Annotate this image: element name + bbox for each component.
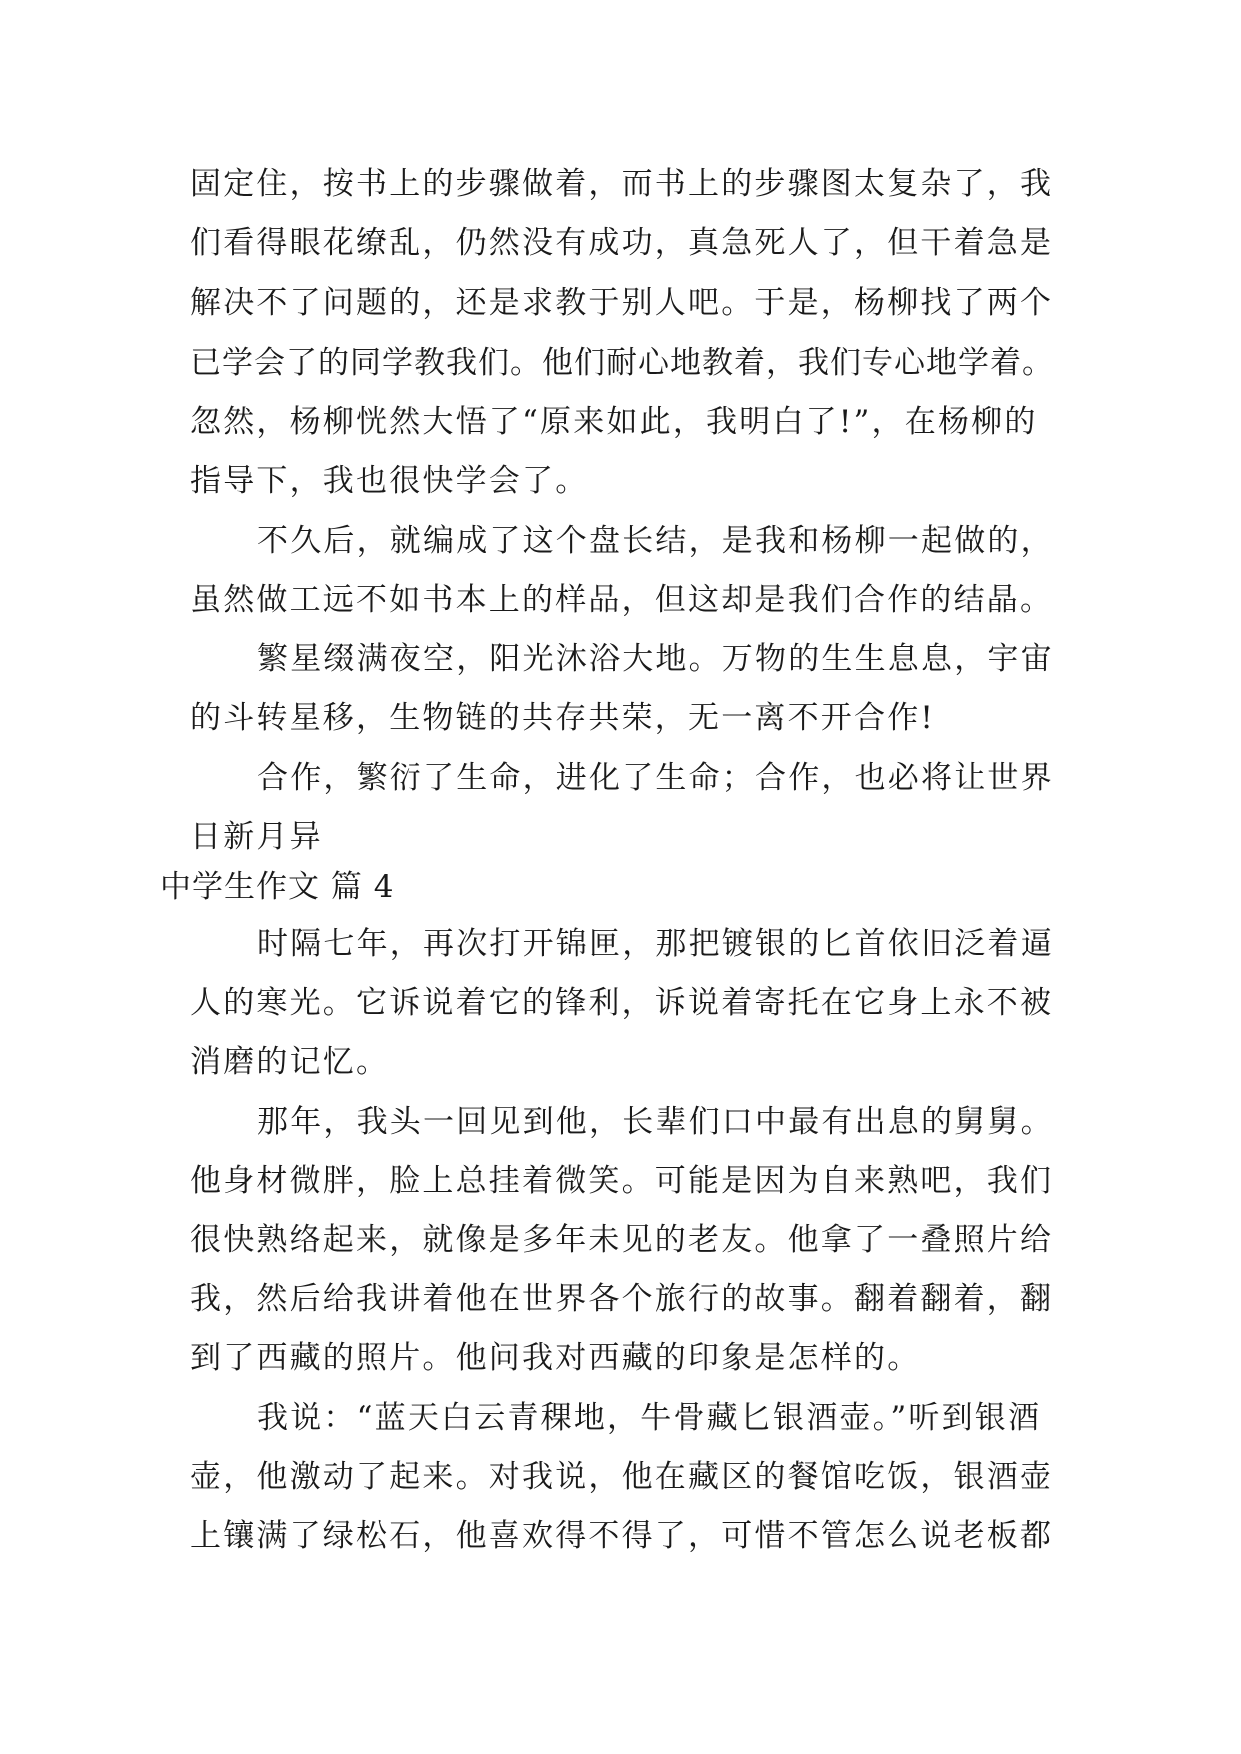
section-heading: 中学生作文 篇 4 [160,869,395,905]
paragraph-first-line: 合作，繁衍了生命，进化了生命；合作，也必将让世界 [257,760,1054,796]
text-line: 忽然，杨柳恍然大悟了“原来如此，我明白了!”，在杨柳的 [190,404,1038,440]
paragraph-first-line: 我说：“蓝天白云青稞地，牛骨藏匕银酒壶。”听到银酒 [257,1400,1042,1436]
text-line: 他身材微胖，脸上总挂着微笑。可能是因为自来熟吧，我们 [190,1163,1054,1199]
text-line: 已学会了的同学教我们。他们耐心地教着，我们专心地学着。 [190,345,1054,381]
text-line: 日新月异 [190,819,323,855]
text-line: 壶，他激动了起来。对我说，他在藏区的餐馆吃饭，银酒壶 [190,1459,1054,1495]
text-line: 很快熟络起来，就像是多年未见的老友。他拿了一叠照片给 [190,1222,1054,1258]
text-line: 到了西藏的照片。他问我对西藏的印象是怎样的。 [190,1340,921,1376]
text-line: 们看得眼花缭乱，仍然没有成功，真急死人了，但干着急是 [190,225,1054,261]
text-line: 人的寒光。它诉说着它的锋利，诉说着寄托在它身上永不被 [190,985,1054,1021]
text-line: 消磨的记忆。 [190,1044,390,1080]
paragraph-first-line: 那年，我头一回见到他，长辈们口中最有出息的舅舅。 [257,1104,1054,1140]
text-line: 固定住，按书上的步骤做着，而书上的步骤图太复杂了，我 [190,166,1054,202]
paragraph-first-line: 不久后，就编成了这个盘长结，是我和杨柳一起做的， [257,523,1054,559]
text-line: 我，然后给我讲着他在世界各个旅行的故事。翻着翻着，翻 [190,1281,1054,1317]
text-line: 的斗转星移，生物链的共存共荣，无一离不开合作! [190,700,936,736]
paragraph-first-line: 繁星缀满夜空，阳光沐浴大地。万物的生生息息，宇宙 [257,641,1054,677]
text-line: 上镶满了绿松石，他喜欢得不得了，可惜不管怎么说老板都 [190,1518,1054,1554]
paragraph-first-line: 时隔七年，再次打开锦匣，那把镀银的匕首依旧泛着逼 [257,926,1054,962]
text-line: 解决不了问题的，还是求教于别人吧。于是，杨柳找了两个 [190,285,1054,321]
text-line: 指导下，我也很快学会了。 [190,463,589,499]
text-line: 虽然做工远不如书本上的样品，但这却是我们合作的结晶。 [190,582,1054,618]
